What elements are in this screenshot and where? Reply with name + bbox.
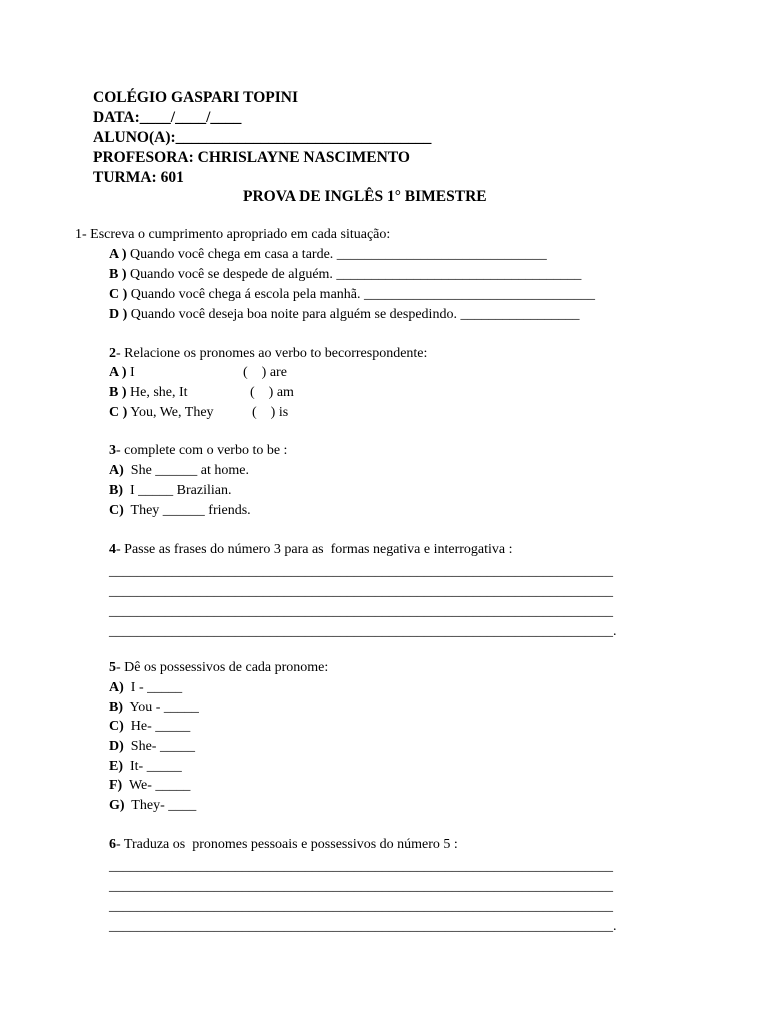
question-3-item-a: A) She ______ at home. [109, 463, 249, 478]
question-5-item-b: B) You - _____ [109, 700, 199, 715]
question-1-item-c: C ) Quando você chega á escola pela manhã. _________________________________ [109, 287, 596, 302]
question-4-prompt: 4- Passe as frases do número 3 para as formas negativa e interrogativa : [109, 542, 513, 557]
question-1-item-b: B ) Quando você se despede de alguém. ___________________________________ [109, 267, 582, 282]
question-6-prompt: 6- Traduza os pronomes pessoais e possessivos do número 5 : [109, 837, 458, 852]
question-4-answer-line: ________________________________________________________________________ [109, 604, 613, 619]
question-4-answer-line: ________________________________________________________________________ [109, 584, 613, 599]
question-2-match-a: ( ) are [243, 365, 287, 380]
question-5-item-e: E) It- _____ [109, 759, 182, 774]
question-2-item-b: B ) He, she, It [109, 385, 188, 400]
question-5-prompt: 5- Dê os possessivos de cada pronome: [109, 660, 329, 675]
question-6-answer-line: ________________________________________________________________________ [109, 859, 613, 874]
question-2-match-c: ( ) is [252, 405, 289, 420]
question-4-answer-line: ________________________________________________________________________ [109, 564, 613, 579]
question-5-item-c: C) He- _____ [109, 719, 191, 734]
question-3-item-b: B) I _____ Brazilian. [109, 483, 232, 498]
exam-title: PROVA DE INGLÊS 1° BIMESTRE [243, 188, 487, 205]
question-2-match-b: ( ) am [250, 385, 294, 400]
question-4-answer-line: ________________________________________________________________________. [109, 624, 617, 639]
school-name: COLÉGIO GASPARI TOPINI [93, 89, 298, 106]
question-5-item-f: F) We- _____ [109, 778, 191, 793]
class-number: TURMA: 601 [93, 169, 184, 186]
student-name-field: ALUNO(A):_________________________________ [93, 129, 432, 146]
question-2-prompt: 2- Relacione os pronomes ao verbo to becorrespondente: [109, 346, 428, 361]
question-5-item-g: G) They- ____ [109, 798, 197, 813]
question-6-answer-line: ________________________________________________________________________ [109, 879, 613, 894]
question-3-item-c: C) They ______ friends. [109, 503, 251, 518]
question-2-item-a: A ) I [109, 365, 135, 380]
question-1-item-d: D ) Quando você deseja boa noite para alguém se despedindo. _________________ [109, 307, 580, 322]
question-3-prompt: 3- complete com o verbo to be : [109, 443, 288, 458]
question-1-prompt: 1- Escreva o cumprimento apropriado em cada situação: [75, 227, 391, 242]
question-1-item-a: A ) Quando você chega em casa a tarde. ______________________________ [109, 247, 547, 262]
question-6-answer-line: ________________________________________________________________________ [109, 899, 613, 914]
teacher-name: PROFESORA: CHRISLAYNE NASCIMENTO [93, 149, 410, 166]
question-2-item-c: C ) You, We, They [109, 405, 214, 420]
question-5-item-a: A) I - _____ [109, 680, 183, 695]
question-5-item-d: D) She- _____ [109, 739, 195, 754]
question-6-answer-line: ________________________________________________________________________. [109, 919, 617, 934]
date-field: DATA:____/____/____ [93, 109, 242, 126]
